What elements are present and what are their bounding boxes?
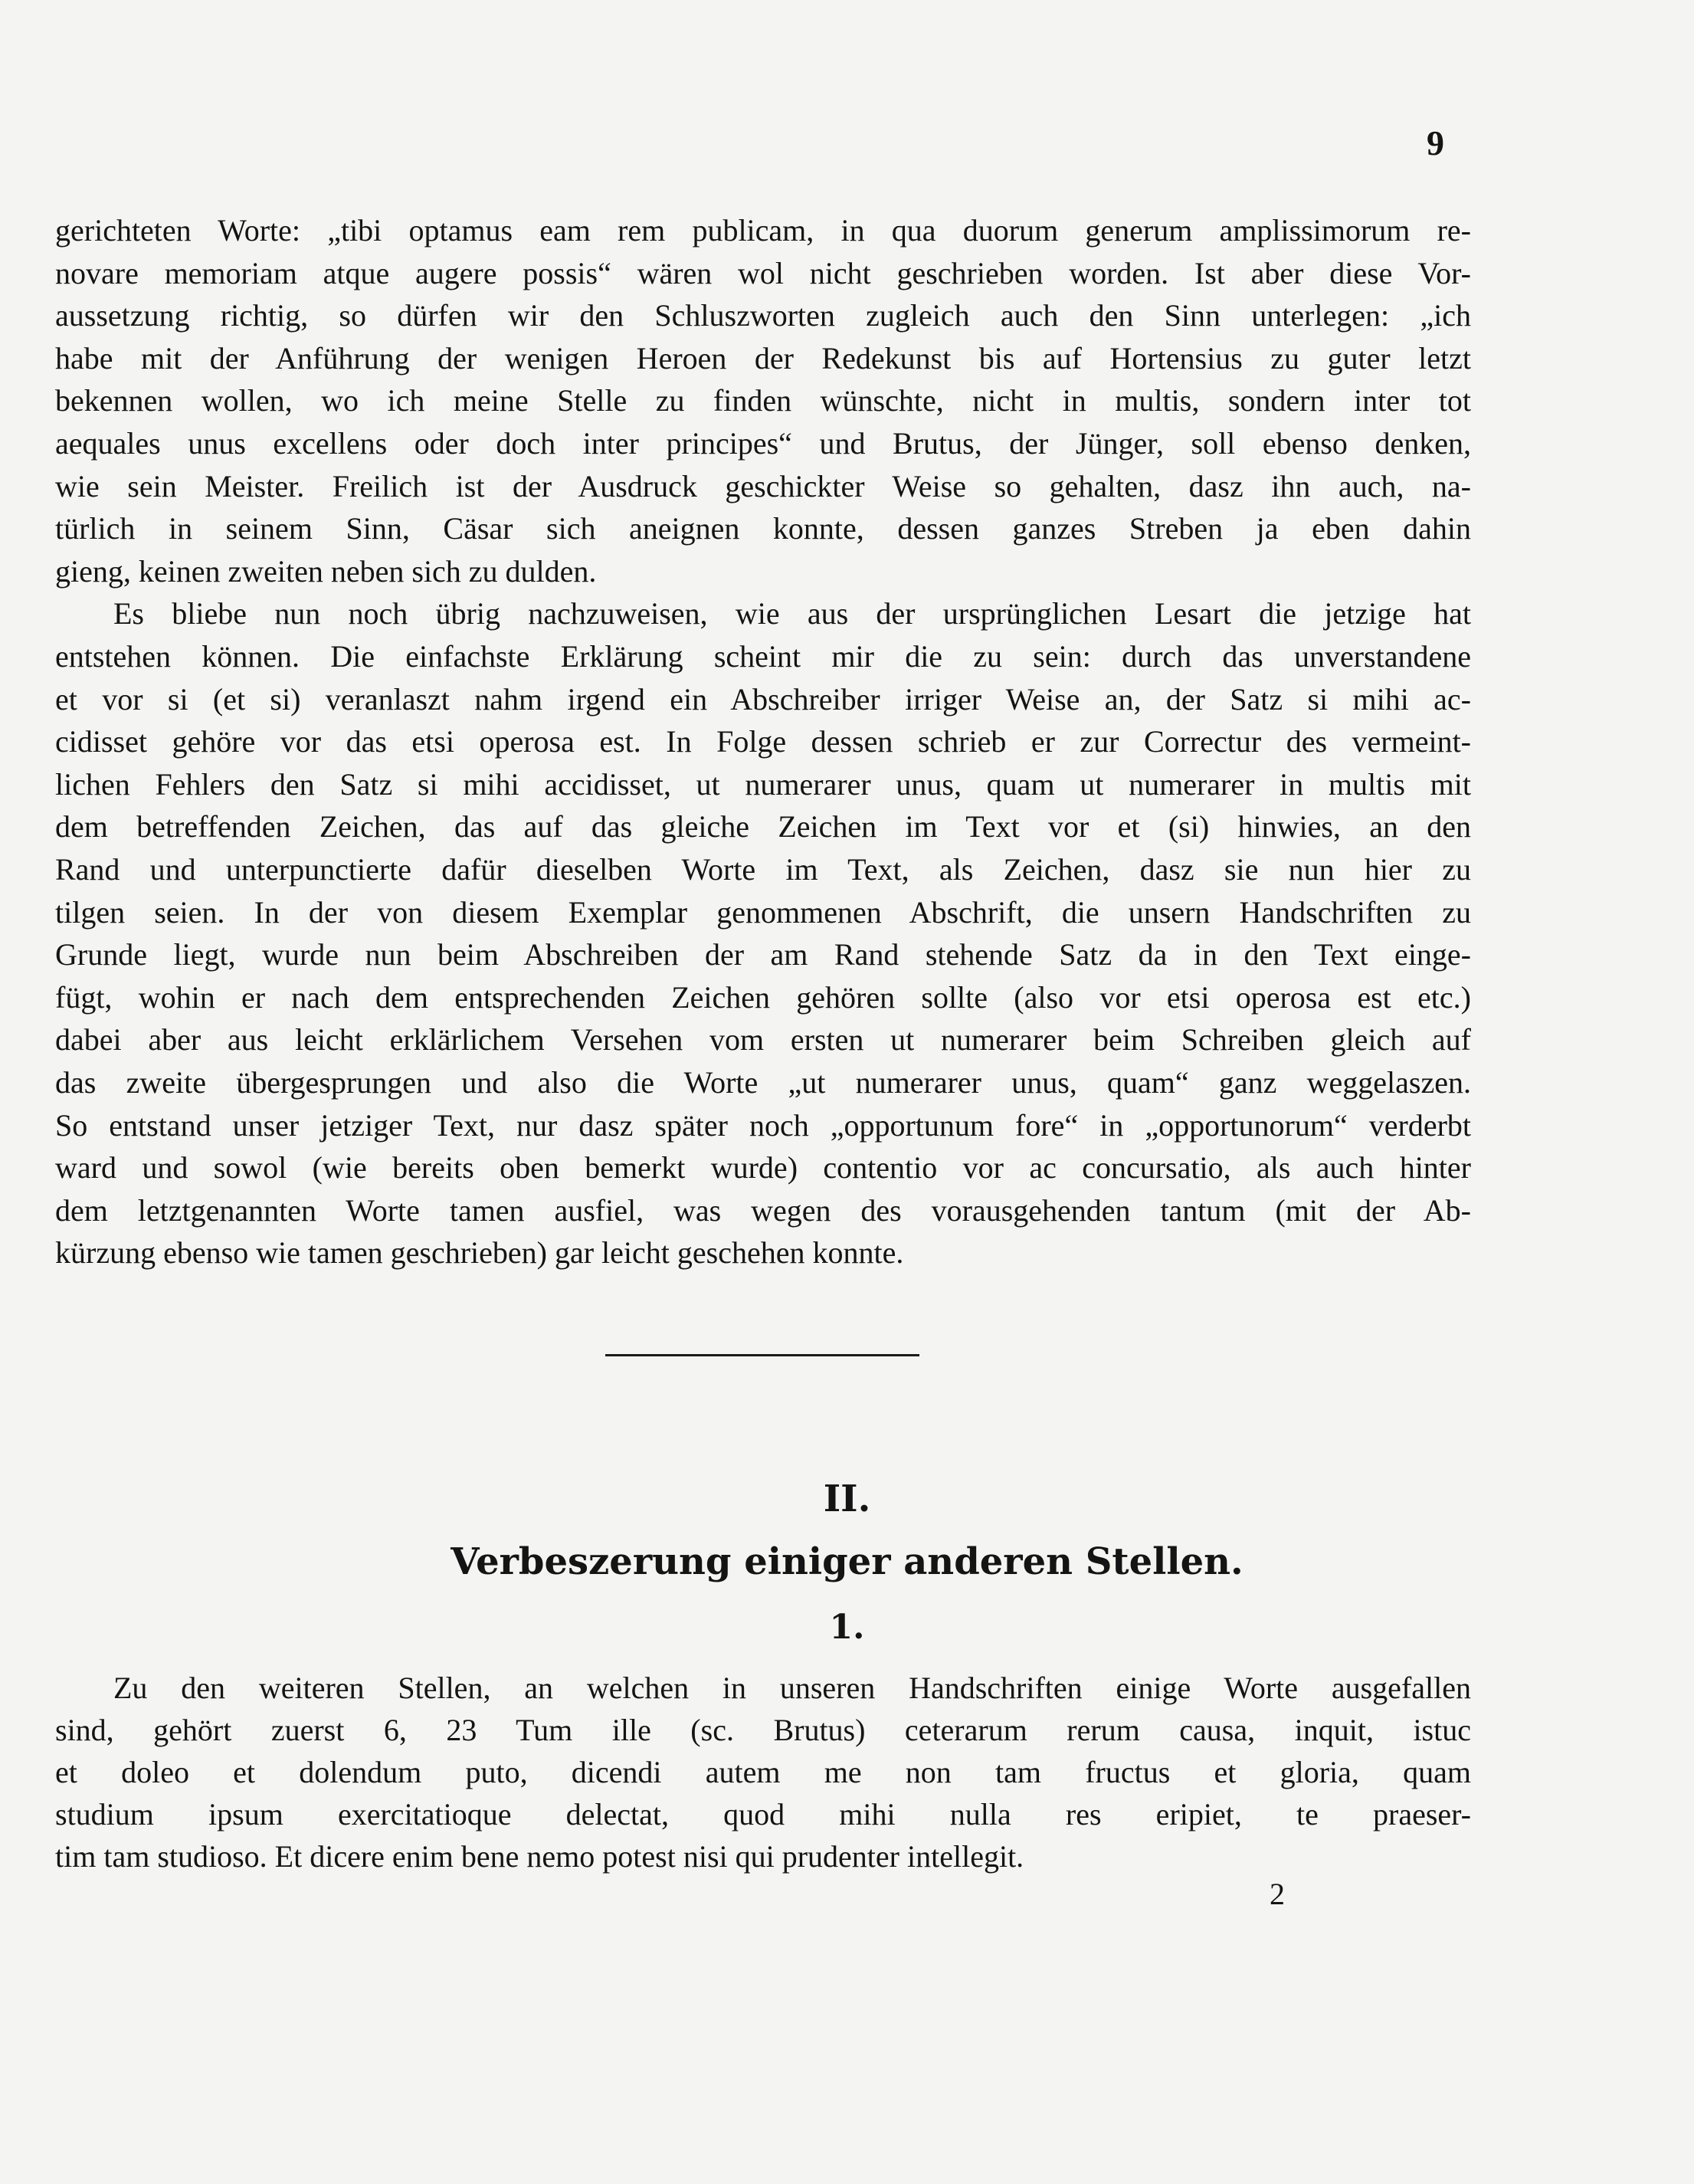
text-line: dem betreffenden Zeichen, das auf das gleiche Zeichen im Text vor et (si) hinwies, an den: [55, 809, 1471, 844]
text-line: ward und sowol (wie bereits oben bemerkt wurde) contentio vor ac concursatio, als auch hinter: [55, 1150, 1471, 1185]
text-line: gerichteten Worte: „tibi optamus eam rem publicam, in qua duorum generum amplissimorum re-: [55, 213, 1471, 248]
text-line: das zweite übergesprungen und also die Worte „ut numerarer unus, quam“ ganz weggelaszen.: [55, 1065, 1471, 1100]
text-line: cidisset gehöre vor das etsi operosa est. In Folge dessen schrieb er zur Correctur des vermeint-: [55, 724, 1471, 759]
text-line: Rand und unterpunctierte dafür dieselben Worte im Text, als Zeichen, dasz sie nun hier zu: [55, 852, 1471, 887]
text-line: entstehen können. Die einfachste Erklärung scheint mir die zu sein: durch das unverstandene: [55, 639, 1471, 674]
text-line: kürzung ebenso wie tamen geschrieben) gar leicht geschehen konnte.: [55, 1235, 904, 1271]
text-line: türlich in seinem Sinn, Cäsar sich aneignen konnte, dessen ganzes Streben ja eben dahin: [55, 511, 1471, 546]
text-line: dabei aber aus leicht erklärlichem Versehen vom ersten ut numerarer beim Schreiben gleich auf: [55, 1022, 1471, 1058]
text-line: aussetzung richtig, so dürfen wir den Schluszworten zugleich auch den Sinn unterlegen: „ich: [55, 298, 1471, 333]
text-line: bekennen wollen, wo ich meine Stelle zu finden wünschte, nicht in multis, sondern inter tot: [55, 383, 1471, 418]
text-line: wie sein Meister. Freilich ist der Ausdruck geschickter Weise so gehalten, dasz ihn auch, na-: [55, 468, 1471, 503]
text-line: tilgen seien. In der von diesem Exemplar genommenen Abschrift, die unsern Handschriften zu: [55, 894, 1471, 930]
text-line: dem letztgenannten Worte tamen ausfiel, was wegen des vorausgehenden tantum (mit der Ab-: [55, 1192, 1471, 1228]
text-line: So entstand unser jetziger Text, nur dasz später noch „opportunum fore“ in „opportunorum“ verderbt: [55, 1107, 1471, 1143]
signature-mark: 2: [1270, 1877, 1285, 1911]
text-line: novare memoriam atque augere possis“ wären wol nicht geschrieben worden. Ist aber diese Vor-: [55, 255, 1471, 290]
text-line: et doleo et dolendum puto, dicendi autem me non tam fructus et gloria, quam: [55, 1755, 1471, 1789]
text-line: aequales unus excellens oder doch inter principes“ und Brutus, der Jünger, soll ebenso denken,: [55, 426, 1471, 461]
text-line: lichen Fehlers den Satz si mihi accidisset, ut numerarer unus, quam ut numerarer in multis mit: [55, 766, 1471, 802]
text-line: gieng, keinen zweiten neben sich zu dulden.: [55, 553, 597, 589]
section-title: Verbeszerung einiger anderen Stellen.: [451, 1540, 1243, 1583]
text-line: Grunde liegt, wurde nun beim Abschreiben der am Rand stehende Satz da in den Text einge-: [55, 937, 1471, 972]
text-line: habe mit der Anführung der wenigen Heroen der Redekunst bis auf Hortensius zu guter letzt: [55, 340, 1471, 375]
text-line: Zu den weiteren Stellen, an welchen in unseren Handschriften einige Worte ausgefallen: [113, 1671, 1471, 1705]
subsection-number: 1.: [829, 1608, 865, 1647]
text-line: tim tam studioso. Et dicere enim bene nemo potest nisi qui prudenter intellegit.: [55, 1839, 1024, 1874]
section-divider: [605, 1354, 919, 1356]
page-number: 9: [1427, 123, 1444, 162]
text-line: Es bliebe nun noch übrig nachzuweisen, wie aus der ursprünglichen Lesart die jetzige hat: [113, 596, 1471, 631]
text-line: sind, gehört zuerst 6, 23 Tum ille (sc. Brutus) ceterarum rerum causa, inquit, istuc: [55, 1713, 1471, 1747]
text-line: fügt, wohin er nach dem entsprechenden Zeichen gehören sollte (also vor etsi operosa est etc.): [55, 979, 1471, 1015]
section-number: II.: [823, 1477, 871, 1520]
text-line: studium ipsum exercitatioque delectat, quod mihi nulla res eripiet, te praeser-: [55, 1797, 1471, 1831]
text-line: et vor si (et si) veranlaszt nahm irgend ein Abschreiber irriger Weise an, der Satz si mihi ac-: [55, 681, 1471, 717]
